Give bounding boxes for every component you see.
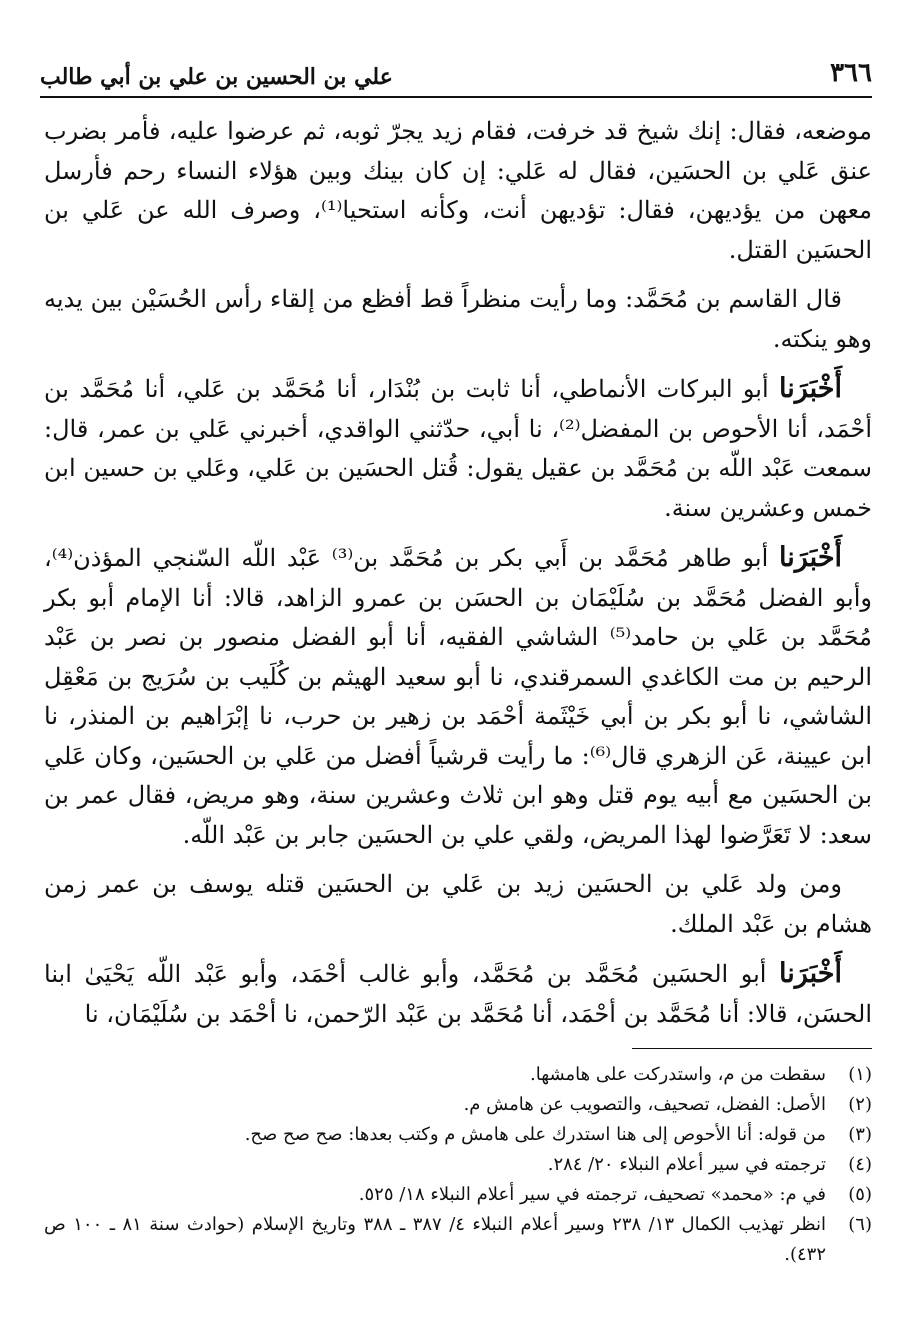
paragraph-text: أبو الحسَين مُحَمَّد بن مُحَمَّد، وأبو غالب أحْمَد، وأبو عَبْد اللّه يَحْيَىٰ ابنا الحسَن، قالا: أنا مُحَمَّد بن أحْمَد، أنا مُحَمَّد بن عَبْد الرّحمن، نا أحْمَد بن سُلَيْمَان، نا (44, 960, 872, 1028)
footnote (44, 1120, 872, 1150)
footnote-text: في م: «محمد» تصحيف، ترجمته في سير أعلام النبلاء ١٨/ ٥٢٥. (358, 1184, 826, 1205)
paragraph-2 (44, 280, 872, 359)
paragraph-text: أبو طاهر مُحَمَّد بن أَبي بكر بن مُحَمَّد بن⁽³⁾ عَبْد اللّه السّنجي المؤذن⁽⁴⁾، وأبو الفضل مُحَمَّد بن سُلَيْمَان بن الحسَن بن عمرو الزاهد، قالا: أنا الإمام أبو بكر مُحَمَّد بن عَلي بن حامد⁽⁵⁾ الشاشي الفقيه، أنا أبو الفضل منصور بن نصر بن عَبْد الرحيم بن مت الكاغدي السمرقندي، نا أبو سعيد الهيثم بن كُلَيب بن سُرَيج بن مَعْقِل الشاشي، نا أبو بكر بن أبي خَيْثَمة أحْمَد بن زهير بن حرب، نا إبْرَاهيم بن المنذر، نا ابن عيينة، عَن الزهري قال⁽⁶⁾: ما رأيت قرشياً أفضل من عَلي بن الحسَين، وكان عَلي بن الحسَين مع أبيه يوم قتل وهو ابن ثلاث وعشرين سنة، وهو مريض، فقال عمر بن سعد: لا تَعَرَّضوا لهذا المريض، ولقي علي بن الحسَين جابر بن عَبْد اللّه. (44, 544, 873, 849)
footnote-text: انظر تهذيب الكمال ١٣/ ٢٣٨ وسير أعلام النبلاء ٤/ ٣٨٧ ـ ٣٨٨ وتاريخ الإسلام (حوادث سنة ٨١ ـ ١٠٠ ص ٤٣٢). (44, 1214, 827, 1265)
footnote (44, 1180, 872, 1210)
page-number: ٣٦٦ (830, 58, 872, 88)
footnote (44, 1090, 872, 1120)
footnote-number: (٤) (848, 1154, 872, 1175)
footnote-number: (١) (848, 1064, 872, 1085)
isnad-lead: أَخْبَرَنا (779, 958, 842, 989)
footnote-text: سقطت من م، واستدركت على هامشها. (529, 1064, 826, 1085)
page-header (40, 52, 872, 98)
paragraph-text: موضعه، فقال: إنك شيخ قد خرفت، فقام زيد يجرّ ثوبه، ثم عرضوا عليه، فأمر بضرب عنق عَلي بن الحسَين، فقال له عَلي: إن كان بينك وبين هؤلاء النساء رحم فأرسل معهن من يؤديهن، فقال: تؤديهن أنت، وكأنه استحيا⁽¹⁾، وصرف الله عن عَلي بن الحسَين القتل. (44, 117, 872, 264)
paragraph-6 (44, 954, 872, 1034)
footnote-number: (٥) (848, 1184, 872, 1205)
isnad-lead: أَخْبَرَنا (779, 373, 842, 404)
footnotes (44, 1060, 872, 1270)
footnote-divider (632, 1048, 872, 1049)
footnote-text: الأصل: الفضل، تصحيف، والتصويب عن هامش م. (463, 1094, 826, 1115)
paragraph-text: قال القاسم بن مُحَمَّد: وما رأيت منظراً قط أفظع من إلقاء رأس الحُسَيْن بين يديه وهو ينكته. (44, 285, 872, 353)
footnote-text: ترجمته في سير أعلام النبلاء ٢٠/ ٢٨٤. (547, 1154, 826, 1175)
paragraph-5 (44, 865, 872, 944)
paragraph-3 (44, 369, 872, 528)
footnote-text: من قوله: أنا الأحوص إلى هنا استدرك على هامش م وكتب بعدها: صح صح صح. (244, 1124, 826, 1145)
footnote (44, 1060, 872, 1090)
footnote-number: (٢) (848, 1094, 872, 1115)
paragraph-text: ومن ولد عَلي بن الحسَين زيد بن عَلي بن الحسَين قتله يوسف بن عمر زمن هشام بن عَبْد الملك. (44, 870, 872, 938)
main-text (44, 112, 872, 1044)
paragraph-1 (44, 112, 872, 270)
footnote-number: (٣) (848, 1124, 872, 1145)
running-title: علي بن الحسين بن علي بن أبي طالب (40, 64, 393, 90)
paragraph-text: أبو البركات الأنماطي، أنا ثابت بن بُنْدَار، أنا مُحَمَّد بن عَلي، أنا مُحَمَّد بن أحْمَد، أنا الأحوص بن المفضل⁽²⁾، نا أبي، حدّثني الواقدي، أخبرني عَلي بن عمر، قال: سمعت عَبْد اللّه بن مُحَمَّد بن عقيل يقول: قُتل الحسَين بن عَلي، وعَلي بن حسين ابن خمس وعشرين سنة. (44, 375, 873, 522)
isnad-lead: أَخْبَرَنا (779, 542, 843, 573)
footnote (44, 1210, 872, 1270)
paragraph-4 (44, 538, 872, 855)
footnote (44, 1150, 872, 1180)
footnote-number: (٦) (848, 1214, 872, 1235)
